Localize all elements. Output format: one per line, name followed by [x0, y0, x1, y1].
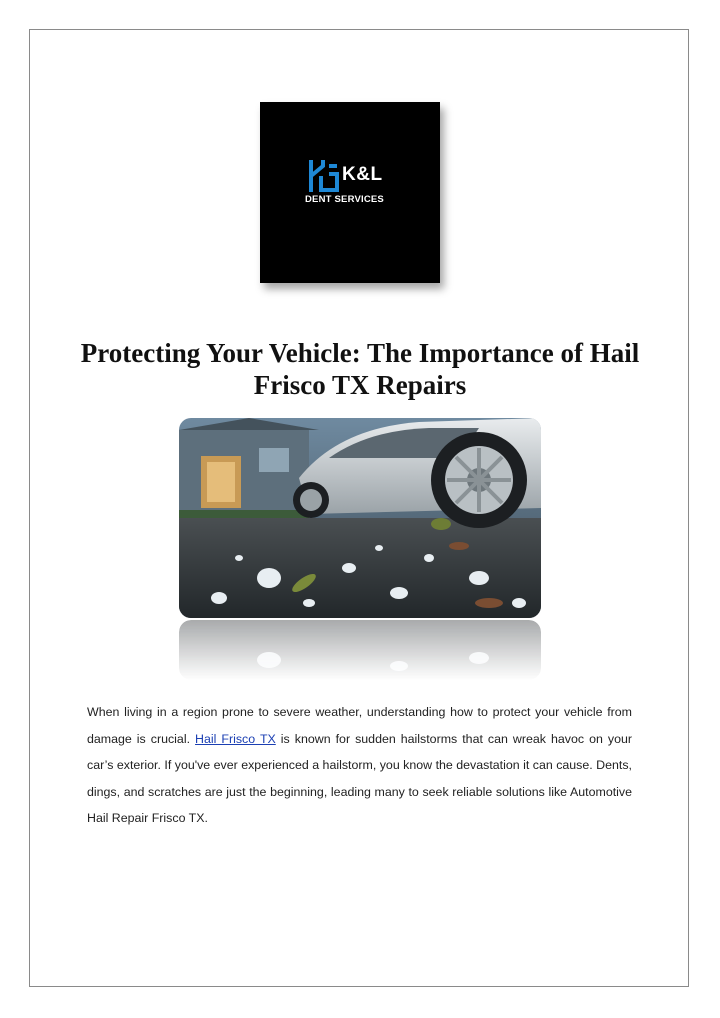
- kl-logo-icon: [307, 156, 341, 196]
- page-title: Protecting Your Vehicle: The Importance of Hail Frisco TX Repairs: [80, 338, 640, 400]
- logo-brand-text: K&L: [342, 164, 383, 185]
- logo-subtitle: DENT SERVICES: [305, 194, 384, 205]
- intro-paragraph: [87, 699, 632, 832]
- photo-reflection: [179, 620, 541, 680]
- hail-frisco-link[interactable]: Hail Frisco TX: [195, 731, 276, 746]
- paragraph-text-start: When living in a region prone to severe weather, understanding how to protect your vehicle from damage is crucial.: [87, 705, 632, 746]
- hail-car-photo: [179, 418, 541, 618]
- company-logo: [260, 102, 440, 283]
- paragraph-text-end: is known for sudden hailstorms that can wreak havoc on your car’s exterior. If you've ever experienced a hailstorm, you know the devastation it can cause. Dents, dings, and scratches are just the beginning, leading many to seek reliable solutions like Automotive Hail Repair Frisco TX.: [87, 731, 632, 825]
